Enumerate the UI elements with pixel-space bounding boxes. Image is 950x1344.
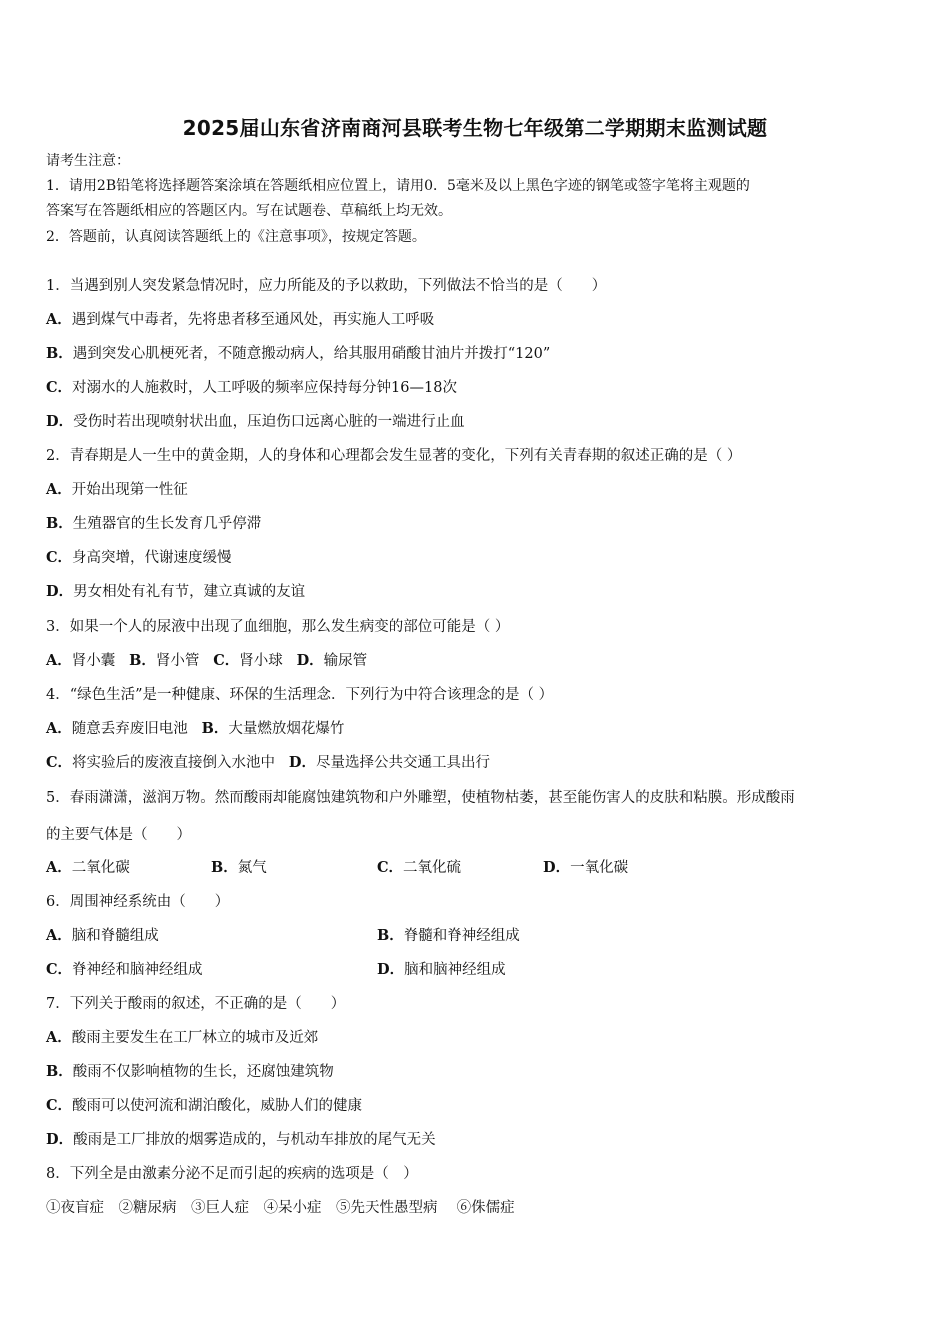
option-text: 肾小管 [155,653,200,669]
question-1-option-a [46,310,434,330]
option-label: C． [46,1097,73,1114]
question-6-option-d [377,960,506,980]
notice-item-2: 2．答题前，认真阅读答题纸上的《注意事项》，按规定答题。 [46,229,426,245]
option-label: A． [46,859,72,876]
option-text: 男女相处有礼有节，建立真诚的友谊 [73,584,306,600]
option-text: 将实验后的废液直接倒入水池中 [72,755,276,771]
option-label: D． [377,961,405,978]
option-text: 脊神经和脑神经组成 [72,962,203,978]
question-5-stem-line-1: 5．春雨潇潇，滋润万物。然而酸雨却能腐蚀建筑物和户外雕塑，使植物枯萎，甚至能伤害人的皮肤和粘膜。形成酸雨 [46,790,795,806]
question-1-option-d [46,412,465,432]
option-text: 肾小囊 [71,653,116,669]
question-5-option-c [377,858,461,878]
option-label: D． [46,413,74,430]
option-label: B． [129,652,156,669]
option-text: 对溺水的人施救时，人工呼吸的频率应保持每分钟16—18次 [72,380,457,396]
question-1-stem: 1．当遇到别人突发紧急情况时，应力所能及的予以救助，下列做法不恰当的是（ ） [46,278,607,294]
option-text: 随意丢弃废旧电池 [71,721,188,737]
option-label: C． [46,549,73,566]
option-label: D． [288,754,316,771]
question-7-stem: 7．下列关于酸雨的叙述，不正确的是（ ） [46,996,346,1012]
question-5-option-b [211,858,267,878]
option-label: A． [46,720,72,737]
option-text: 酸雨是工厂排放的烟雾造成的，与机动车排放的尾气无关 [73,1132,436,1148]
option-label: A． [46,652,72,669]
option-label: D． [46,583,74,600]
option-text: 生殖器官的生长发育几乎停滞 [72,516,262,532]
option-label: A． [46,927,72,944]
option-label: A． [46,311,72,328]
option-label: C． [46,754,73,771]
option-text: 遇到突发心肌梗死者，不随意搬动病人，给其服用硝酸甘油片并拨打“120” [72,346,551,362]
option-label: B． [46,345,73,362]
question-8-stem: 8．下列全是由激素分泌不足而引起的疾病的选项是（ ） [46,1166,418,1182]
question-7-option-c [46,1096,362,1116]
option-label: C． [377,859,404,876]
question-6-option-c [46,960,203,980]
option-text: 脑和脑神经组成 [404,962,506,978]
option-label: D． [296,652,324,669]
option-label: B． [211,859,238,876]
option-label: B． [46,515,73,532]
option-text: 开始出现第一性征 [71,482,188,498]
question-1-option-c [46,378,457,398]
option-label: A． [46,1029,72,1046]
question-7-option-d [46,1130,436,1150]
question-5-option-a [46,858,130,878]
option-text: 大量燃放烟花爆竹 [228,721,345,737]
option-text: 二氧化碳 [71,860,130,876]
question-6-stem: 6．周围神经系统由（ ） [46,894,230,910]
option-label: C． [46,379,73,396]
option-text: 酸雨主要发生在工厂林立的城市及近郊 [71,1030,319,1046]
option-text: 脊髓和脊神经组成 [403,928,520,944]
question-4-options-ab [46,719,344,739]
option-label: C． [46,961,73,978]
question-6-option-b [377,926,520,946]
option-label: B． [201,720,229,737]
option-text: 尽量选择公共交通工具出行 [315,755,490,771]
question-2-option-b [46,514,261,534]
question-4-options-cd [46,753,490,773]
option-text: 肾小球 [239,653,283,669]
question-2-stem: 2．青春期是人一生中的黄金期，人的身体和心理都会发生显著的变化，下列有关青春期的叙述正确的是（ ） [46,448,742,464]
option-text: 氮气 [237,860,267,876]
page-title: 2025届山东省济南商河县联考生物七年级第二学期期末监测试题 [182,116,768,140]
question-2-option-c [46,548,232,568]
option-text: 酸雨可以使河流和湖泊酸化，威胁人们的健康 [72,1098,363,1114]
question-2-option-d [46,582,305,602]
question-3-stem: 3．如果一个人的尿液中出现了血细胞，那么发生病变的部位可能是（ ） [46,619,510,635]
question-4-stem: 4．“绿色生活”是一种健康、环保的生活理念．下列行为中符合该理念的是（ ） [46,687,554,703]
option-text: 身高突增，代谢速度缓慢 [72,550,232,566]
option-text: 遇到煤气中毒者，先将患者移至通风处，再实施人工呼吸 [71,312,435,328]
question-5-option-d [543,858,628,878]
notice-heading: 请考生注意： [46,153,130,169]
question-3-options [46,651,367,671]
option-label: B． [377,927,404,944]
question-5-stem-line-2: 的主要气体是（ ） [46,827,191,843]
question-7-option-b [46,1062,334,1082]
option-text: 受伤时若出现喷射状出血，压迫伤口远离心脏的一端进行止血 [73,414,465,430]
option-label: D． [46,1131,74,1148]
question-7-option-a [46,1028,318,1048]
option-label: D． [543,859,571,876]
option-label: B． [46,1063,73,1080]
option-text: 一氧化碳 [570,860,629,876]
question-8-items: ①夜盲症 ②糖尿病 ③巨人症 ④呆小症 ⑤先天性愚型病 ⑥侏儒症 [46,1200,515,1216]
question-6-option-a [46,926,159,946]
option-text: 输尿管 [323,653,368,669]
notice-item-1-line-1: 1．请用2B铅笔将选择题答案涂填在答题纸相应位置上，请用0．5毫米及以上黑色字迹的钢笔或签字笔将主观题的 [46,178,750,194]
option-text: 二氧化硫 [403,860,462,876]
option-label: A． [46,481,72,498]
option-text: 脑和脊髓组成 [71,928,159,944]
question-1-option-b [46,344,550,364]
option-label: C． [213,652,240,669]
notice-item-1-line-2: 答案写在答题纸相应的答题区内。写在试题卷、草稿纸上均无效。 [46,203,452,219]
option-text: 酸雨不仅影响植物的生长，还腐蚀建筑物 [72,1064,334,1080]
question-2-option-a [46,480,188,500]
